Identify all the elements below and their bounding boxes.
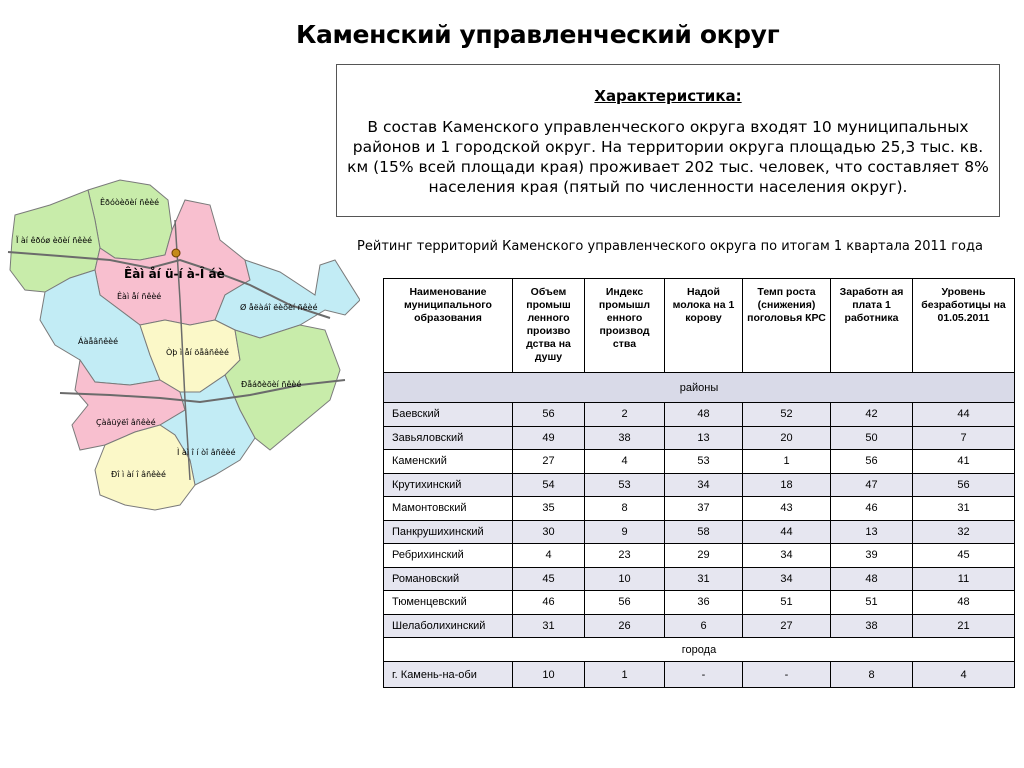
cell: 53 <box>585 473 665 497</box>
cell: 11 <box>913 567 1015 591</box>
cell: 39 <box>831 544 913 568</box>
cell: 56 <box>585 591 665 615</box>
cell: 51 <box>743 591 831 615</box>
cell: 47 <box>831 473 913 497</box>
cell: 31 <box>913 497 1015 521</box>
cell: 27 <box>743 614 831 638</box>
cell: 42 <box>831 403 913 427</box>
cell: 46 <box>831 497 913 521</box>
table-row <box>384 450 1015 474</box>
cell: г. Камень-на-оби <box>384 662 513 688</box>
map-label-tyumentsevsky: Òþ ì åí öåâñêèé <box>166 348 229 357</box>
cell: - <box>665 662 743 688</box>
column-header: Объем промыш ленного произво дства на душу <box>513 279 585 373</box>
map-label-rebrikhinsky: Ðåáðèõèí ñêèé <box>241 380 302 389</box>
cell: Шелаболихинский <box>384 614 513 638</box>
cell: 48 <box>665 403 743 427</box>
column-header: Наименование муниципального образования <box>384 279 513 373</box>
cell: 26 <box>585 614 665 638</box>
map-city-marker <box>172 249 180 257</box>
map-label-kamensky: Êàì åí ñêèé <box>117 292 162 301</box>
cell: 48 <box>913 591 1015 615</box>
cell: 49 <box>513 426 585 450</box>
table-row <box>384 426 1015 450</box>
section-label: города <box>384 638 1015 662</box>
cell: 56 <box>513 403 585 427</box>
cell: 45 <box>513 567 585 591</box>
cell: Романовский <box>384 567 513 591</box>
map-label-shelabolikhinsky: Ø åëàáî ëèõèí ñêèé <box>240 303 318 312</box>
section-row-cities <box>384 638 1015 662</box>
cell: 20 <box>743 426 831 450</box>
map-label-kamen-na-obi: Êàì åí ü-í à-Î áè <box>124 267 225 281</box>
cell: 30 <box>513 520 585 544</box>
map-label-mamontovsky: Ì àì î í òî âñêèé <box>177 448 236 457</box>
cell: 48 <box>831 567 913 591</box>
characteristic-text: В состав Каменского управленческого округа входят 10 муниципальных районов и 1 городской округ. На территории округа площадью 25,3 тыс. кв. км (15% всей площади края) проживает 202 тыс. человек, что составляет 8% населения края (пятый по численности населения округ). <box>347 118 989 196</box>
cell: 45 <box>913 544 1015 568</box>
table-row <box>384 520 1015 544</box>
cell: 4 <box>585 450 665 474</box>
map-label-romanovsky: Ðî ì àí î âñêèé <box>111 470 166 479</box>
cell: 29 <box>665 544 743 568</box>
cell: 54 <box>513 473 585 497</box>
cell: 23 <box>585 544 665 568</box>
table-row <box>384 497 1015 521</box>
section-label: районы <box>384 373 1015 403</box>
cell: 31 <box>513 614 585 638</box>
cell: Мамонтовский <box>384 497 513 521</box>
cell: 56 <box>831 450 913 474</box>
table-row <box>384 567 1015 591</box>
cell: 34 <box>665 473 743 497</box>
cell: Крутихинский <box>384 473 513 497</box>
cell: 35 <box>513 497 585 521</box>
cell: 6 <box>665 614 743 638</box>
cell: 53 <box>665 450 743 474</box>
column-header: Темп роста (снижения) поголовья КРС <box>743 279 831 373</box>
table-row <box>384 662 1015 688</box>
cell: 51 <box>831 591 913 615</box>
cell: 58 <box>665 520 743 544</box>
cell: 52 <box>743 403 831 427</box>
map-label-krutikhinsky: Êðóòèõèí ñêèé <box>100 198 160 207</box>
cell: 4 <box>913 662 1015 688</box>
cell: 43 <box>743 497 831 521</box>
characteristic-box <box>336 64 1000 217</box>
cell: 18 <box>743 473 831 497</box>
cell: 1 <box>743 450 831 474</box>
cell: Баевский <box>384 403 513 427</box>
cell: Ребрихинский <box>384 544 513 568</box>
column-header: Надой молока на 1 корову <box>665 279 743 373</box>
column-header: Заработн ая плата 1 работника <box>831 279 913 373</box>
cell: 13 <box>831 520 913 544</box>
column-header: Уровень безработицы на 01.05.2011 <box>913 279 1015 373</box>
cell: 31 <box>665 567 743 591</box>
cell: 38 <box>585 426 665 450</box>
rating-table <box>383 278 1015 688</box>
map-label-baevsky: Áàåâñêèé <box>78 337 119 346</box>
table-row <box>384 544 1015 568</box>
cell: 34 <box>743 567 831 591</box>
table-row <box>384 403 1015 427</box>
cell: 37 <box>665 497 743 521</box>
cell: 46 <box>513 591 585 615</box>
rating-caption: Рейтинг территорий Каменского управленческого округа по итогам 1 квартала 2011 года <box>357 239 983 254</box>
cell: 32 <box>913 520 1015 544</box>
cell: Тюменцевский <box>384 591 513 615</box>
cell: 34 <box>743 544 831 568</box>
map-label-pankrushikhinsky: Ï àí êðóø èõèí ñêèé <box>16 236 93 245</box>
table-row <box>384 614 1015 638</box>
cell: 44 <box>913 403 1015 427</box>
cell: - <box>743 662 831 688</box>
cell: 8 <box>831 662 913 688</box>
cell: 27 <box>513 450 585 474</box>
cell: Панкрушихинский <box>384 520 513 544</box>
table-row <box>384 473 1015 497</box>
district-map <box>0 160 360 590</box>
cell: 56 <box>913 473 1015 497</box>
cell: 38 <box>831 614 913 638</box>
cell: 7 <box>913 426 1015 450</box>
page-title: Каменский управленческий округ <box>296 20 780 49</box>
column-header: Индекс промышл енного производ ства <box>585 279 665 373</box>
cell: 36 <box>665 591 743 615</box>
cell: 13 <box>665 426 743 450</box>
cell: 50 <box>831 426 913 450</box>
cell: 44 <box>743 520 831 544</box>
cell: 10 <box>585 567 665 591</box>
cell: 10 <box>513 662 585 688</box>
cell: 41 <box>913 450 1015 474</box>
cell: 21 <box>913 614 1015 638</box>
cell: 4 <box>513 544 585 568</box>
cell: 1 <box>585 662 665 688</box>
cell: 8 <box>585 497 665 521</box>
characteristic-heading: Характеристика: <box>594 87 742 105</box>
cell: Каменский <box>384 450 513 474</box>
section-row-districts <box>384 373 1015 403</box>
table-row <box>384 591 1015 615</box>
map-label-zavyalovsky: Çàâüÿëî âñêèé <box>96 418 156 427</box>
table-header-row <box>384 279 1015 373</box>
cell: 9 <box>585 520 665 544</box>
cell: Завьяловский <box>384 426 513 450</box>
cell: 2 <box>585 403 665 427</box>
